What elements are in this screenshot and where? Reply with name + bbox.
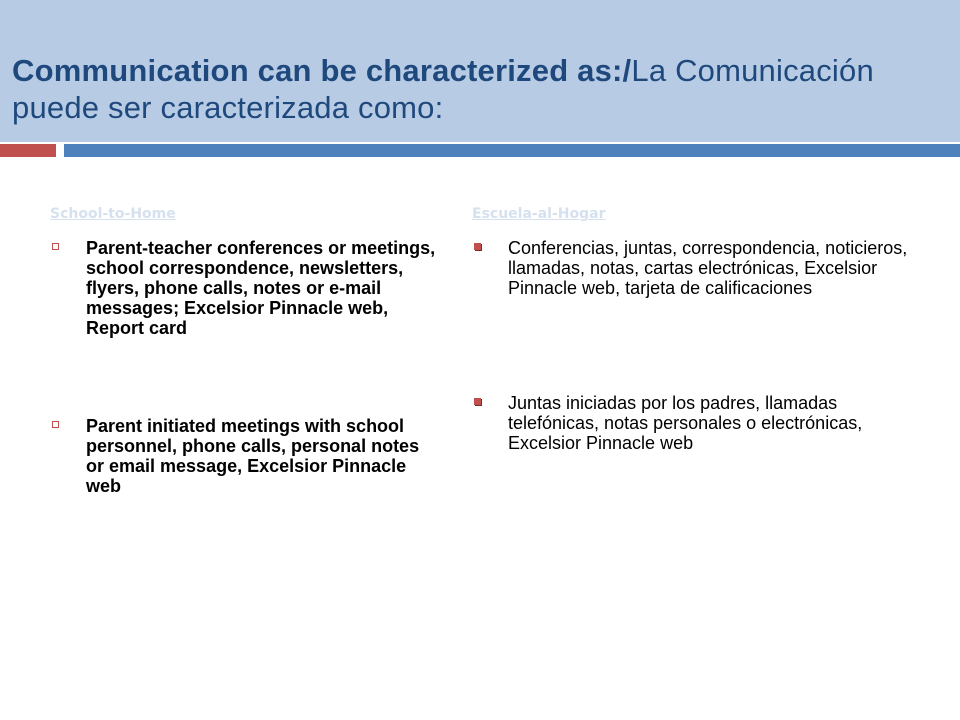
left-bullet-item [86,416,442,496]
left-bullet-item [86,238,442,338]
slide-title-english: Communication can be characterized as:/ [12,53,632,88]
right-bullet-item [508,238,908,298]
accent-bar-blue [64,144,960,157]
hollow-square-bullet-icon [52,421,59,428]
filled-square-bullet-icon [474,243,481,250]
right-bullet-item [508,393,908,453]
left-bullet-text: Parent initiated meetings with school personnel, phone calls, personal notes or email message, Excelsior Pinnacle web [86,416,420,496]
slide-title-spanish: La Comunicación puede ser caracterizada como: [12,53,874,125]
left-column-heading: School-to-Home [50,206,176,222]
left-bullet-text: Parent-teacher conferences or meetings, school correspondence, newsletters, flyers, phone calls, notes or e-mail messages; Excelsior Pinnacle web, Report card [86,238,436,338]
right-bullet-text: Conferencias, juntas, correspondencia, noticieros, llamadas, notas, cartas electrónicas, Excelsior Pinnacle web, tarjeta de calificaciones [508,238,908,298]
right-bullet-text: Juntas iniciadas por los padres, llamadas telefónicas, notas personales o electrónicas, Excelsior Pinnacle web [508,393,863,453]
accent-bar-red [0,144,56,157]
right-column-heading: Escuela-al-Hogar [472,206,606,222]
hollow-square-bullet-icon [52,243,59,250]
filled-square-bullet-icon [474,398,481,405]
slide-title [12,52,942,126]
